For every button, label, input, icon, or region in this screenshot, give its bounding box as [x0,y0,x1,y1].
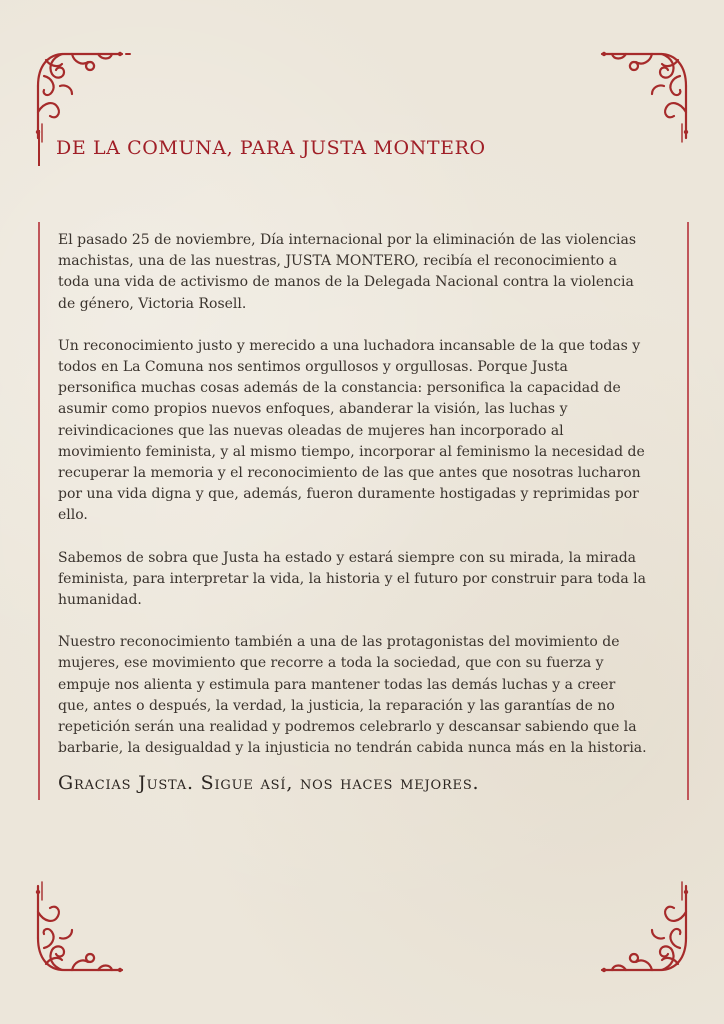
closing-line: Gracias Justa. Sigue así, nos haces mejores. [58,772,480,794]
title-block [38,128,486,168]
ornament-corner-bottom-left-icon [32,878,132,978]
paragraph: El pasado 25 de noviembre, Día internacional por la eliminación de las violencias machistas, una de las nuestras, JUSTA MONTERO, recibía el reconocimiento a toda una vida de activismo de manos de la Delegada Nacional contra la violencia de género, Victoria Rosell. [58,232,636,312]
paragraph: Un reconocimiento justo y merecido a una luchadora incansable de la que todas y todos en La Comuna nos sentimos orgullosos y orgullosas. Porque Justa personifica muchas cosas además de la constancia: personifica la capacidad de asumir como propios nuevos enfoques, abanderar la visión, las luchas y reivindicaciones que las nuevas oleadas de mujeres han incorporado al movimiento feminista, y al mismo tiempo, incorporar al feminismo la necesidad de recuperar la memoria y el reconocimiento de las que antes que nosotras lucharon por una vida digna y que, además, fueron duramente hostigadas y reprimidas por ello. [58,337,645,524]
frame-line-left [38,222,40,800]
ornament-corner-top-right-icon [592,46,692,146]
paragraph: Sabemos de sobra que Justa ha estado y estará siempre con su mirada, la mirada feminista, para interpretar la vida, la historia y el futuro por construir para toda la humanidad. [58,549,646,609]
ornament-corner-bottom-right-icon [592,878,692,978]
article-body [58,230,648,780]
paragraph: Nuestro reconocimiento también a una de las protagonistas del movimiento de mujeres, ese movimiento que recorre a toda la sociedad, que con su fuerza y empuje nos alienta y estimula para mantener todas las demás luchas y a creer que, antes o después, la verdad, la justicia, la reparación y las garantías de no repetición serán una realidad y podremos celebrarlo y descansar sabiendo que la barbarie, la desigualdad y la injusticia no tendrán cabida nunca más en la historia. [58,634,647,757]
frame-line-right [687,222,689,800]
page-title: DE LA COMUNA, PARA JUSTA MONTERO [56,137,486,159]
title-accent-bar [38,130,40,166]
